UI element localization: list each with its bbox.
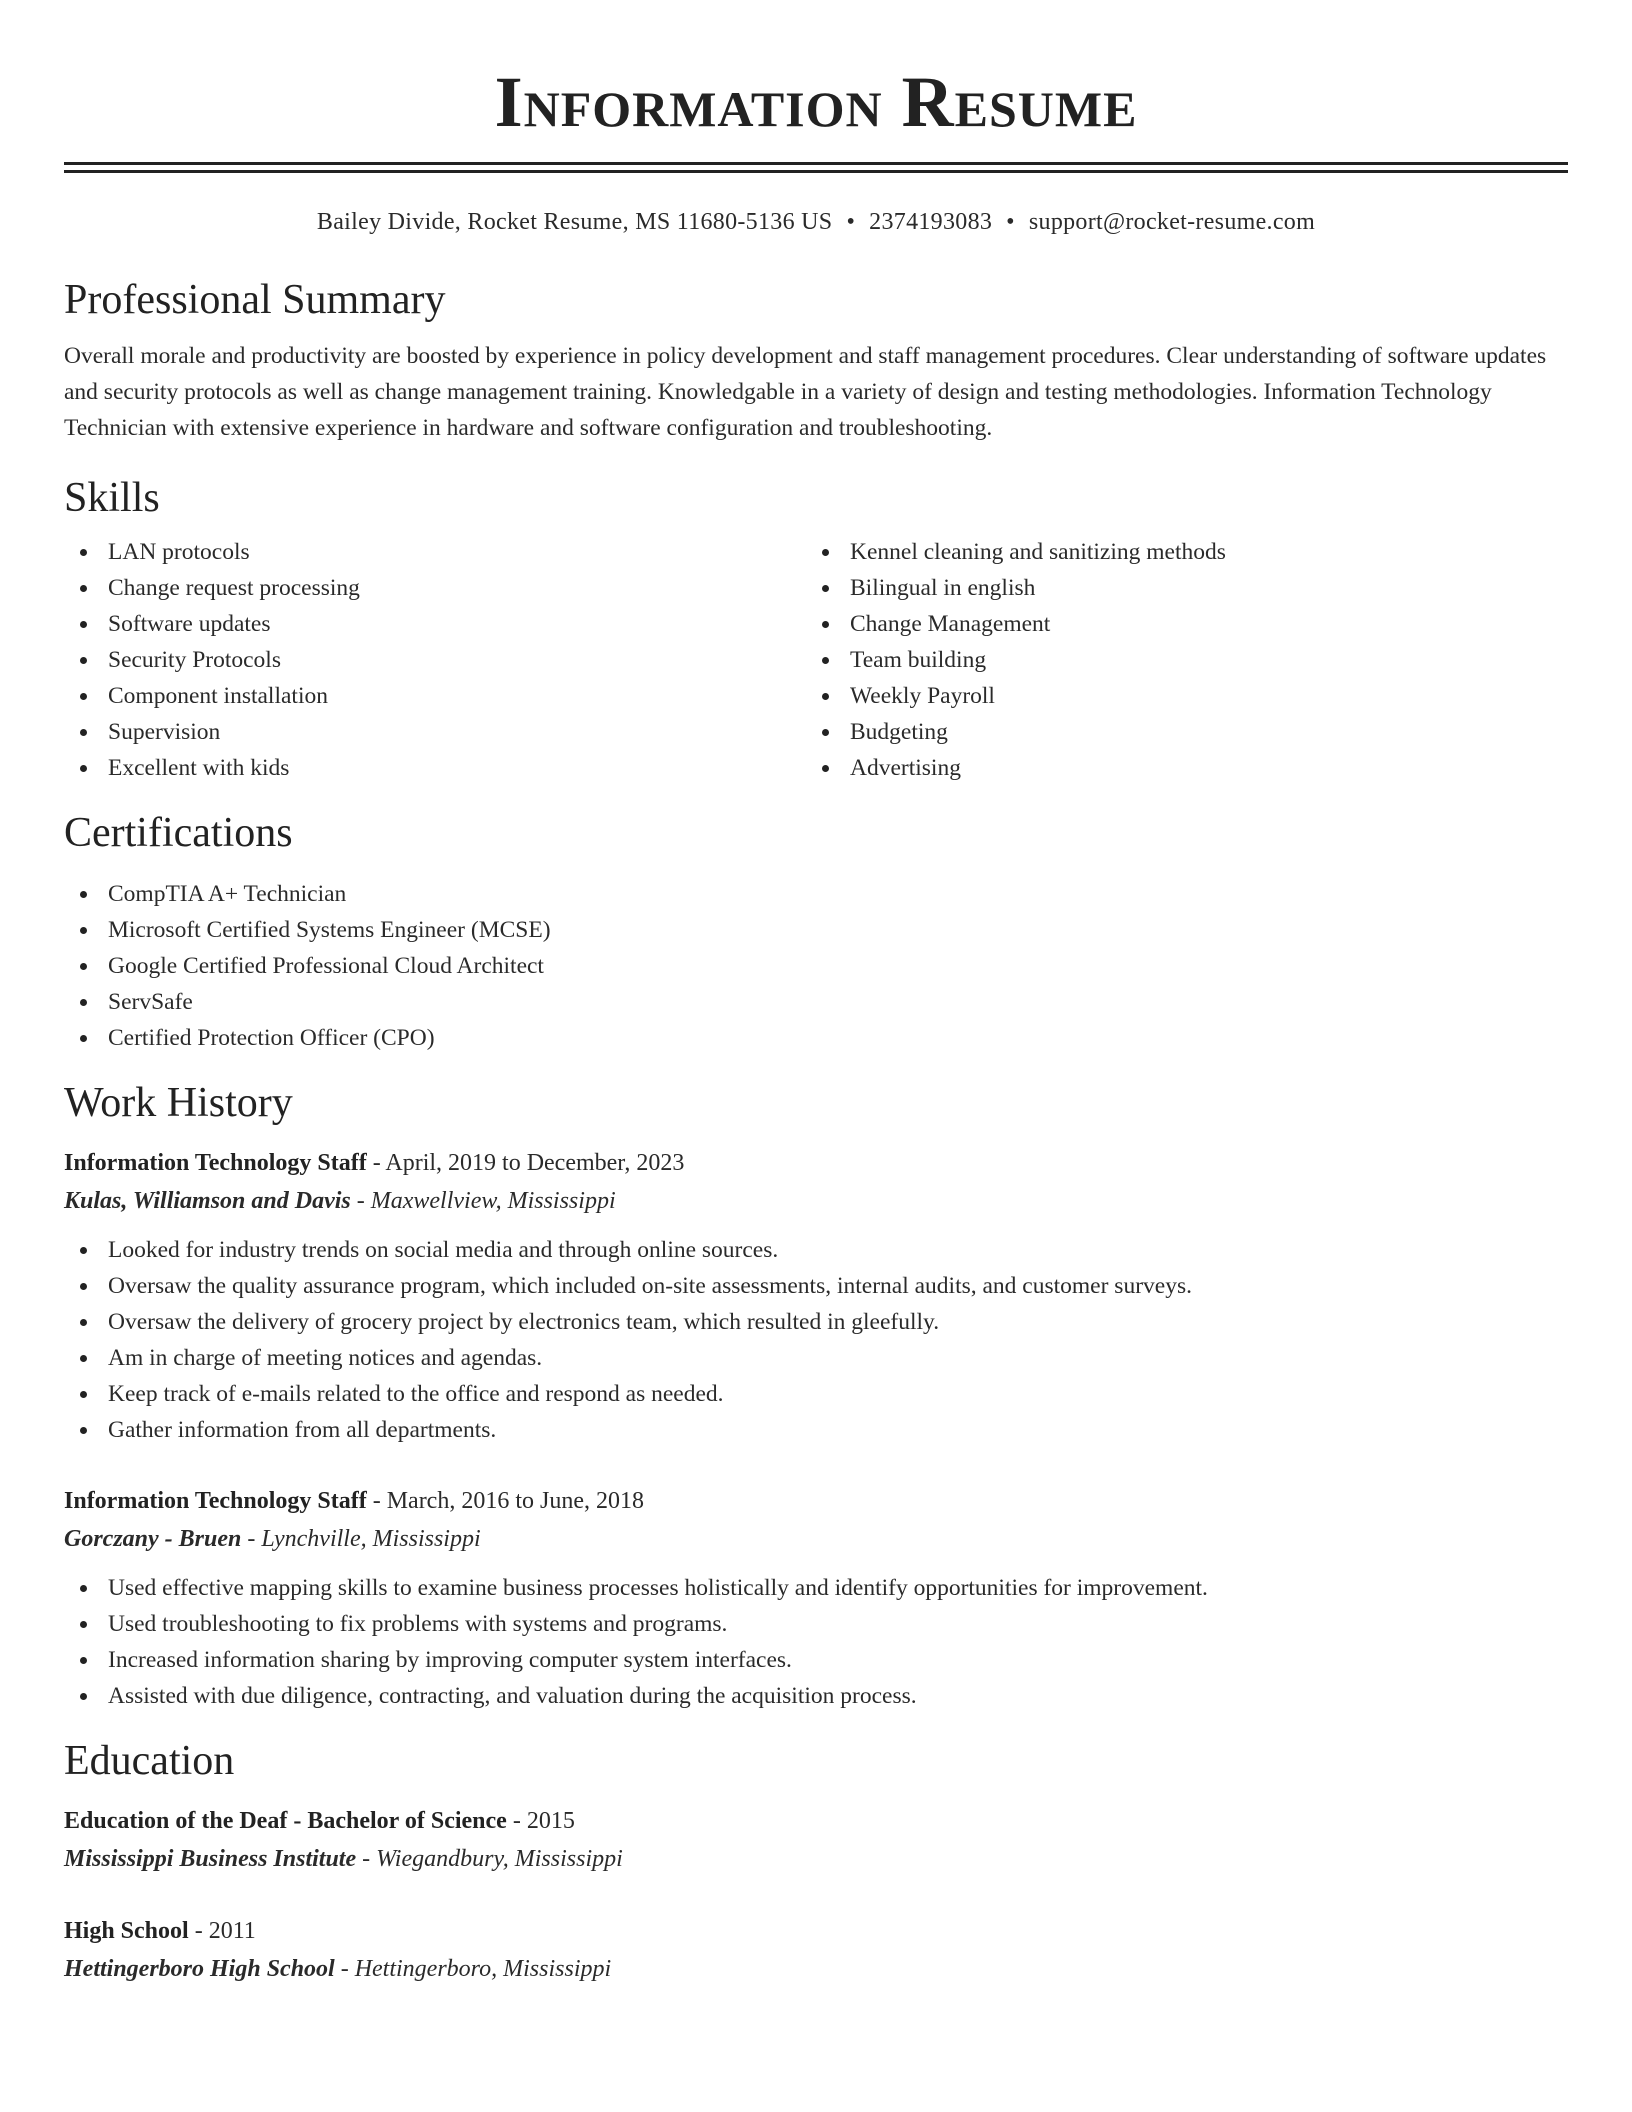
skill-item: Software updates bbox=[64, 606, 806, 642]
skill-item: Bilingual in english bbox=[806, 570, 1548, 606]
education-location: - Wiegandbury, Mississippi bbox=[356, 1846, 623, 1872]
summary-heading: Professional Summary bbox=[64, 277, 446, 323]
skill-item: LAN protocols bbox=[64, 534, 806, 570]
skill-item: Component installation bbox=[64, 678, 806, 714]
certification-item: ServSafe bbox=[64, 984, 1568, 1020]
contact-email: support@rocket-resume.com bbox=[1028, 209, 1316, 235]
job-duty: Am in charge of meeting notices and agendas. bbox=[64, 1340, 1568, 1376]
contact-line bbox=[64, 209, 1568, 236]
certifications-list bbox=[64, 876, 1568, 1056]
education-entry bbox=[64, 1912, 1568, 1988]
job-title: Information Technology Staff bbox=[64, 1150, 367, 1176]
job-duty: Keep track of e-mails related to the office and respond as needed. bbox=[64, 1376, 1568, 1412]
education-entry bbox=[64, 1802, 1568, 1878]
education-location: - Hettingerboro, Mississippi bbox=[334, 1956, 612, 1982]
job-duties bbox=[64, 1232, 1568, 1448]
work-history-heading: Work History bbox=[64, 1080, 293, 1126]
education-school-line bbox=[64, 1950, 1568, 1988]
title-divider-bottom bbox=[64, 170, 1568, 173]
job-duty: Looked for industry trends on social media and through online sources. bbox=[64, 1232, 1568, 1268]
skill-item: Kennel cleaning and sanitizing methods bbox=[806, 534, 1548, 570]
skill-item: Excellent with kids bbox=[64, 750, 806, 786]
education-degree: Education of the Deaf - Bachelor of Science bbox=[64, 1808, 507, 1834]
education-school: Hettingerboro High School bbox=[64, 1956, 335, 1982]
education-heading: Education bbox=[64, 1738, 235, 1784]
skills-column-right bbox=[806, 534, 1548, 786]
skill-item: Security Protocols bbox=[64, 642, 806, 678]
contact-phone: 2374193083 bbox=[869, 209, 993, 235]
skills-heading: Skills bbox=[64, 475, 160, 521]
skill-item: Supervision bbox=[64, 714, 806, 750]
education-degree-line bbox=[64, 1802, 1568, 1840]
job-duty: Used effective mapping skills to examine business processes holistically and identify opportunities for improvement. bbox=[64, 1570, 1568, 1606]
resume-title: Information Resume bbox=[494, 62, 1138, 142]
job-duty: Increased information sharing by improving computer system interfaces. bbox=[64, 1642, 1568, 1678]
contact-separator: • bbox=[846, 209, 856, 235]
job-entry bbox=[64, 1144, 1568, 1448]
job-company: Gorczany - Bruen bbox=[64, 1526, 242, 1552]
job-dates: - March, 2016 to June, 2018 bbox=[366, 1488, 644, 1514]
job-title: Information Technology Staff bbox=[64, 1488, 367, 1514]
resume-page bbox=[64, 0, 1568, 1988]
job-company-line bbox=[64, 1182, 1568, 1220]
job-duty: Oversaw the delivery of grocery project by electronics team, which resulted in gleefully. bbox=[64, 1304, 1568, 1340]
job-company: Kulas, Williamson and Davis bbox=[64, 1188, 351, 1214]
skill-item: Advertising bbox=[806, 750, 1548, 786]
certification-item: CompTIA A+ Technician bbox=[64, 876, 1568, 912]
job-location: - Lynchville, Mississippi bbox=[241, 1526, 481, 1552]
job-title-line bbox=[64, 1482, 1568, 1520]
job-company-line bbox=[64, 1520, 1568, 1558]
education-school-line bbox=[64, 1840, 1568, 1878]
education-year: - 2011 bbox=[188, 1918, 256, 1944]
skills-column-left bbox=[64, 534, 806, 786]
job-duty: Used troubleshooting to fix problems with systems and programs. bbox=[64, 1606, 1568, 1642]
summary-text: Overall morale and productivity are boosted by experience in policy development and staff management procedures. Clear understanding of software updates and security protocols as well as change management training. Knowledgable in a variety of design and testing methodologies. Information Technology Technician with extensive experience in hardware and software configuration and troubleshooting. bbox=[64, 343, 1547, 441]
skill-item: Change Management bbox=[806, 606, 1548, 642]
job-duty: Gather information from all departments. bbox=[64, 1412, 1568, 1448]
education-year: - 2015 bbox=[506, 1808, 575, 1834]
job-duty: Assisted with due diligence, contracting, and valuation during the acquisition process. bbox=[64, 1678, 1568, 1714]
job-title-line bbox=[64, 1144, 1568, 1182]
job-location: - Maxwellview, Mississippi bbox=[350, 1188, 616, 1214]
skill-item: Weekly Payroll bbox=[806, 678, 1548, 714]
certifications-heading: Certifications bbox=[64, 810, 293, 856]
education-degree: High School bbox=[64, 1918, 189, 1944]
certification-item: Google Certified Professional Cloud Architect bbox=[64, 948, 1568, 984]
job-duties bbox=[64, 1570, 1568, 1714]
skill-item: Budgeting bbox=[806, 714, 1548, 750]
certification-item: Microsoft Certified Systems Engineer (MCSE) bbox=[64, 912, 1568, 948]
skill-item: Change request processing bbox=[64, 570, 806, 606]
contact-address: Bailey Divide, Rocket Resume, MS 11680-5136 US bbox=[316, 209, 833, 235]
job-duty: Oversaw the quality assurance program, which included on-site assessments, internal audits, and customer surveys. bbox=[64, 1268, 1568, 1304]
job-dates: - April, 2019 to December, 2023 bbox=[366, 1150, 685, 1176]
education-degree-line bbox=[64, 1912, 1568, 1950]
skill-item: Team building bbox=[806, 642, 1548, 678]
certification-item: Certified Protection Officer (CPO) bbox=[64, 1020, 1568, 1056]
contact-separator: • bbox=[1006, 209, 1015, 235]
job-entry bbox=[64, 1482, 1568, 1714]
skills-list bbox=[64, 534, 1568, 786]
education-school: Mississippi Business Institute bbox=[64, 1846, 357, 1872]
title-divider-top bbox=[64, 162, 1568, 165]
